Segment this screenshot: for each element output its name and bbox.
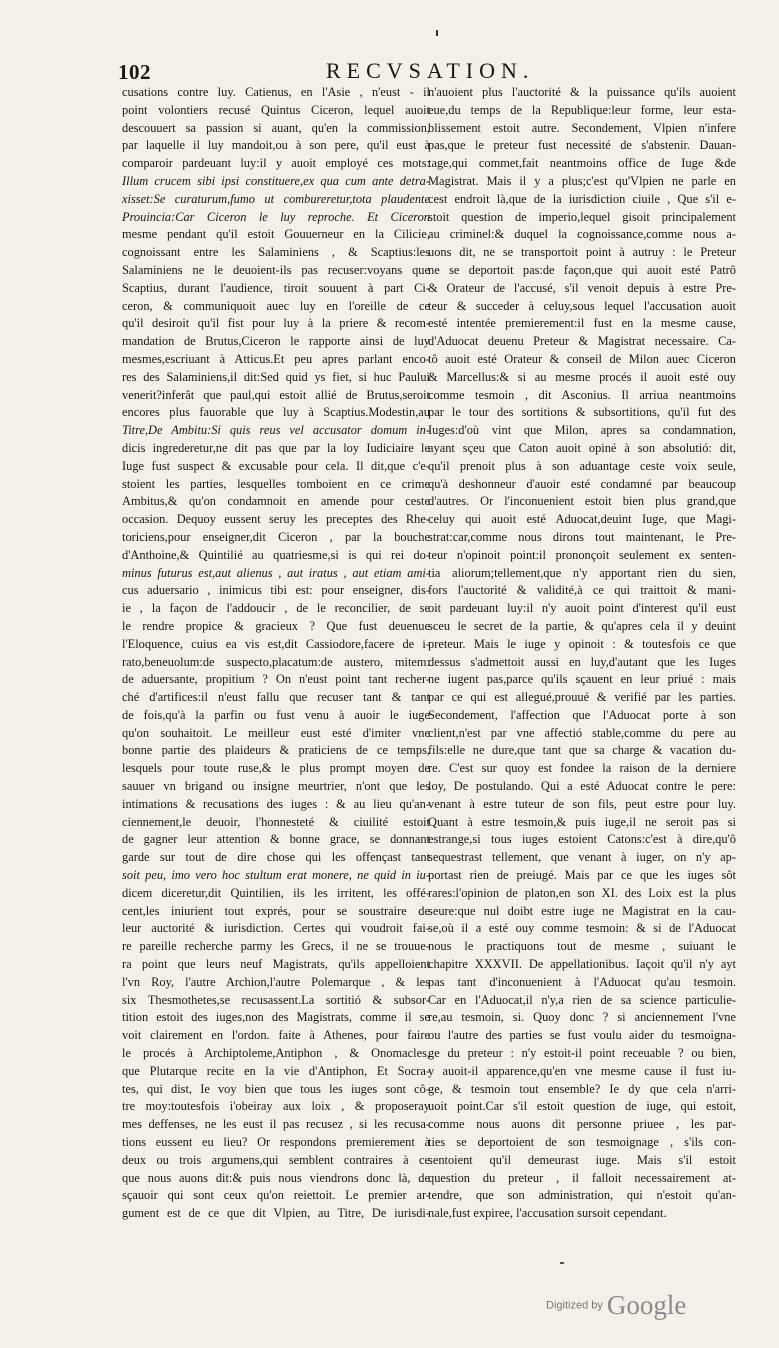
text-line: cognoissant entre les Salaminiens , & Scaptius:les bbox=[122, 245, 430, 260]
text-line: fils:elle ne dure,que tant que sa charge & vacation du- bbox=[428, 743, 736, 758]
text-line: par ce qui est allegué,prouué & verifié par les parties. bbox=[428, 690, 736, 705]
text-line: ciennement,le deuoir, l'honnesteté & ciuilité estoit bbox=[122, 814, 430, 829]
text-line: pas tant d'inconuenient à l'Aduocat qu'au tesmoin. bbox=[428, 974, 736, 989]
text-line: rares:l'opinion de platon,en son XI. des Loix est la plus bbox=[428, 885, 736, 900]
text-line: ge, & tesmoin tout ensemble? Ie dy que cela n'arri- bbox=[428, 1081, 736, 1096]
text-line: mandation de Brutus,Ciceron le rapporte ainsi de luy bbox=[122, 334, 430, 349]
text-line: point volontiers recusé Quintus Ciceron, lequel auoit bbox=[122, 102, 430, 117]
text-line: & Marcellus:& si au mesme procés il auoit esté ouy bbox=[428, 369, 736, 384]
text-line: preteur. Mais le iuge y opinoit : & toutesfois ce que bbox=[428, 636, 736, 651]
text-line: & Orateur de l'accusé, s'il venoit depuis à estre Pre- bbox=[428, 280, 736, 295]
text-line: re. C'est sur quoy est fondee la raison de la derniere bbox=[428, 761, 736, 776]
text-line: Scaptius, durant l'audience, tiroit souuent à part Ci- bbox=[122, 280, 430, 295]
text-line: fors l'auctorité & validité,à ce qui traittoit & mani- bbox=[428, 583, 736, 598]
text-line: lesquels pour toute ruse,& le plus prompt moyen de bbox=[122, 761, 430, 776]
text-line: ne iugent pas,parce qu'ils sçauent en leur priué : mais bbox=[428, 672, 736, 687]
text-line: ayant sçeu que Caton auoit opiné à son absolutió: dit, bbox=[428, 440, 736, 455]
text-line: comme tesmoin , dit Asconius. Il arriua neantmoins bbox=[428, 387, 736, 402]
text-line: uons dit, ne se transportoit point à autruy : le Preteur bbox=[428, 245, 736, 260]
text-line: tendre, que son administration, qui n'estoit qu'an- bbox=[428, 1188, 736, 1203]
text-line: ou l'autre des parties se fust voulu aider du tesmoigna- bbox=[428, 1028, 736, 1043]
text-line: nous le practiquons tout de mesme , suiuant le bbox=[428, 939, 736, 954]
text-line: teur n'opinoit point:il prononçoit seulement ex senten- bbox=[428, 547, 736, 562]
text-line: strat:car,comme nous dirons tout maintenant, le Pre- bbox=[428, 529, 736, 544]
text-line: client,n'est par vne affectió stable,comme du pere au bbox=[428, 725, 736, 740]
text-line: le rendre propice & gracieux ? Que fust deuenue bbox=[122, 618, 430, 633]
text-line: Secondement, l'affection que l'Aduocat porte à son bbox=[428, 707, 736, 722]
text-line: qu'on souhaitoit. Le meilleur eust esté d'imiter vne bbox=[122, 725, 430, 740]
text-line: Titre,De Ambitu:Si quis reus vel accusator domum in- bbox=[122, 423, 430, 438]
text-line: mesmes,escriuant à Atticus.Et peu apres parlant enco- bbox=[122, 351, 430, 366]
text-line: sauuer vn brigand ou insigne meurtrier, n'ont que les bbox=[122, 779, 430, 794]
text-line: re,au tesmoin, si. Quoy donc ? si anciennement l'vne bbox=[428, 1010, 736, 1025]
text-line: intimations & recusations des iuges : & au lieu qu'an- bbox=[122, 796, 430, 811]
right-text-column bbox=[428, 84, 736, 1222]
text-line: portast rien de preiugé. Mais par ce que les iuges sôt bbox=[428, 868, 736, 883]
text-line: tô auoit esté Orateur & conseil de Milon auec Ciceron bbox=[428, 351, 736, 366]
text-line: d'Anthoine,& Quintilié au quatriesme,si is qui rei do- bbox=[122, 547, 430, 562]
text-line: blissement estoit autre. Secondement, Vlpien n'infere bbox=[428, 120, 736, 135]
text-line: voit clairement en l'ordon. faite à Athenes, pour faire bbox=[122, 1028, 430, 1043]
text-line: tition estoit des iuges,non des Magistrats, comme il se bbox=[122, 1010, 430, 1025]
text-line: Car en l'Aduocat,il n'y,a rien de sa science particulie- bbox=[428, 992, 736, 1007]
text-line: sceu le secret de la partie, & qu'apres cela il y deuint bbox=[428, 618, 736, 633]
text-line: sequestrast tellement, que venant à iuger, on n'y ap- bbox=[428, 850, 736, 865]
text-line: tions eussent eu lieu? Or respondons premierement à bbox=[122, 1135, 430, 1150]
left-text-column bbox=[122, 84, 430, 1220]
text-line: au criminel:& duquel la cognoissance,comme nous a- bbox=[428, 227, 736, 242]
text-line: toriciens,pour enseigner,dit Ciceron , par la bouche bbox=[122, 529, 430, 544]
text-line: venant à estre tuteur de son fils, peut estre pour luy. bbox=[428, 796, 736, 811]
text-line: nale,fust expiree, l'accusation sursoit cependant. bbox=[428, 1206, 667, 1221]
text-line: que Plutarque recite en la vie d'Antiphon, Et Socra- bbox=[122, 1063, 430, 1078]
text-line: teur & succeder à celuy,sous lequel l'accusation auoit bbox=[428, 298, 736, 313]
text-line: question du preteur , il falloit necessairement at- bbox=[428, 1170, 736, 1185]
text-line: deux ou trois argumens,qui semblent contraires à ce bbox=[122, 1152, 430, 1167]
text-line: tia aliorum;tellement,que n'y apportant rien du sien, bbox=[428, 565, 736, 580]
text-line: cest endroit là,que de la iurisdiction ciuile , Que s'il e- bbox=[428, 191, 736, 206]
text-line: six Thesmothetes,se recusassent.La sortitió & subsor- bbox=[122, 992, 430, 1007]
text-line: Salaminiens ne le deuoient-ils pas recuser:voyans que bbox=[122, 262, 430, 277]
text-line: uoit point.Car s'il estoit question de iuge, qui estoit, bbox=[428, 1099, 736, 1114]
text-line: tes, qui dist, Ie voy bien que tous les iuges sont cô- bbox=[122, 1081, 430, 1096]
text-line: dessus s'admettoit aussi en luy,d'autant que les Iuges bbox=[428, 654, 736, 669]
text-line: ties se deportoient de son tesmoignage , s'ils con- bbox=[428, 1135, 736, 1150]
text-line: ra point que leurs neuf Magistrats, qu'ils appelloient bbox=[122, 957, 430, 972]
text-line: ge du preteur : n'y estoit-il point receuable ? ou bien, bbox=[428, 1046, 736, 1061]
text-line: tage,qui commet,fait neantmoins office de Iuge &de bbox=[428, 156, 736, 171]
text-line: par laquelle il luy mandoit,ou à son pere, qu'il eust à bbox=[122, 138, 430, 153]
text-line: ne se deportoit pas:de façon,que qui auoit esté Patrô bbox=[428, 262, 736, 277]
text-line: l'vn Roy, l'autre Archion,l'autre Polemarque , & les bbox=[122, 974, 430, 989]
text-line: xisset:Se curaturum,fumo ut combureretur,tota plaudente bbox=[122, 191, 430, 206]
text-line: se,où il a esté ouy comme tesmoin: & si de l'Aduocat bbox=[428, 921, 736, 936]
text-line: mes deffenses, ne les eust il pas recusez , si les recusa- bbox=[122, 1117, 430, 1132]
text-line: Illum crucem sibi ipsi constituere,ex qua cum ante detra- bbox=[122, 173, 430, 188]
text-line: minus futurus est,aut alienus , aut iratus , aut etiam ami- bbox=[122, 565, 430, 580]
text-line: pas,que le preteur fust necessité de s'abstenir. Dauan- bbox=[428, 138, 736, 153]
text-line: Iuge fust suspect & excusable pour cela. Il dit,que c'e- bbox=[122, 458, 430, 473]
text-line: qu'il prenoit plus à son aduantage ceste voix seule, bbox=[428, 458, 736, 473]
text-line: sentoient qu'il demeurast iuge. Mais s'il estoit bbox=[428, 1152, 736, 1167]
text-line: estrange,si tous iuges estoient Catons:c'est à dire,qu'ô bbox=[428, 832, 736, 847]
text-line: celuy qui auoit esté Aduocat,deuint Iuge, que Magi- bbox=[428, 512, 736, 527]
text-line: dicem diceretur,dit Quintilien, ils les irritent, les offé- bbox=[122, 885, 430, 900]
text-line: ché d'artifices:il n'eust fallu que recuser tant & tant bbox=[122, 690, 430, 705]
text-line: descouuert sa passion si auant, qu'en la commission, bbox=[122, 120, 430, 135]
digitized-by-label: Digitized by bbox=[546, 1299, 603, 1312]
text-line: cus aduersario , inimicus tibi est: pour enseigner, dis- bbox=[122, 583, 430, 598]
ink-speck bbox=[560, 1262, 564, 1264]
text-line: encores plus fauorable que luy à Scaptius.Modestin,au bbox=[122, 405, 430, 420]
text-line: ie , la façon de l'addoucir , de le reconcilier, de se bbox=[122, 601, 430, 616]
text-line: de aduersante, propitium ? On n'eust point tant recher- bbox=[122, 672, 430, 687]
text-line: stoit question de imperio,lequel gisoit principalement bbox=[428, 209, 736, 224]
text-line: occasion. Dequoy eussent seruy les preceptes des Rhe- bbox=[122, 512, 430, 527]
text-line: cent,les iniurient tout exprés, pour se soustraire de bbox=[122, 903, 430, 918]
text-line: garde sur tout de dire chose qui les offençast tant bbox=[122, 850, 430, 865]
text-line: de fois,qu'à la parfin ou fust venu à auoir le iuge bbox=[122, 707, 430, 722]
text-line: par le tour des sortitions & subsortitions, qu'il fut des bbox=[428, 405, 736, 420]
text-line: qu'il desiroit qu'il fist pour luy à la priere & recom- bbox=[122, 316, 430, 331]
text-line: Prouincia:Car Ciceron le luy reproche. Et Ciceron bbox=[122, 209, 430, 224]
text-line: n'auoient plus l'auctorité & la puissance qu'ils auoient bbox=[428, 85, 736, 99]
text-line: bonne partie des plaideurs & praticiens de ce temps, bbox=[122, 743, 430, 758]
text-line: re pareille recherche parmy les Grecs, il ne se trouue- bbox=[122, 939, 430, 954]
text-line: y auoit-il apparence,qu'en vne mesme cause il fust iu- bbox=[428, 1063, 736, 1078]
text-line: venerit?inferât que paul,qui estoit allié de Brutus,seroit bbox=[122, 387, 430, 402]
google-logo: Google bbox=[606, 1290, 687, 1320]
text-line: d'autres. Or l'inconuenient estoit bien plus grand,que bbox=[428, 494, 736, 509]
text-line: cusations contre luy. Catienus, en l'Asie , n'eust - il bbox=[122, 85, 430, 99]
text-line: dicis ingrederetur,ne dit pas que par la loy Iudiciaire le bbox=[122, 440, 430, 455]
text-line: leur auctorité & iurisdiction. Certes qui voudroit fai- bbox=[122, 921, 430, 936]
text-line: de gagner leur attention & bonne grace, se donnant bbox=[122, 832, 430, 847]
digitized-by-google-watermark bbox=[546, 1290, 686, 1321]
text-line: comme nous auons dit personne priuee , les par- bbox=[428, 1117, 736, 1132]
text-line: Iuges:d'où vint que Milon, apres sa condamnation, bbox=[428, 423, 736, 438]
text-line: gument est de ce que dit Vlpien, au Titre, De iurisdi- bbox=[122, 1206, 430, 1220]
ink-mark bbox=[436, 30, 438, 36]
page-number: 102 bbox=[118, 60, 151, 84]
text-line: res des Salaminiens,il dit:Sed quid ys fiet, si huc Paului bbox=[122, 369, 430, 384]
text-line: esté intentée premierement:il fust en la mesme cause, bbox=[428, 316, 736, 331]
text-line: sçauoir qui sont ceux qu'on reiettoit. Le premier ar- bbox=[122, 1188, 430, 1203]
text-line: d'Aduocat deuenu Preteur & Magistrat necessaire. Ca- bbox=[428, 334, 736, 349]
text-line: rato,beneuolum:de suspecto,placatum:de austero, mitem: bbox=[122, 654, 430, 669]
text-line: seure:que nul doibt estre iuge ne Magistrat en la cau- bbox=[428, 903, 736, 918]
running-head: RECVSATION. bbox=[326, 58, 535, 83]
text-line: que nous auons dit:& puis nous viendrons donc là, de bbox=[122, 1170, 430, 1185]
text-line: oit pardeuant luy:il n'y auoit point d'interest qu'il eust bbox=[428, 601, 736, 616]
text-line: eue,du temps de la Republique:leur forme, leur esta- bbox=[428, 102, 736, 117]
text-line: loy, De postulando. Qui a esté Aduocat contre le pere: bbox=[428, 779, 736, 794]
text-line: qu'à deshonneur d'auoir esté condamné par beaucoup bbox=[428, 476, 736, 491]
text-line: chapitre XXXVII. De appellationibus. Iaçoit qu'il n'y ayt bbox=[428, 957, 736, 972]
text-line: Quant à estre tesmoin,& puis iuge,il ne seroit pas si bbox=[428, 814, 736, 829]
text-line: l'Eloquence, cuius ea vis est,dit Cassiodore,facere de i- bbox=[122, 636, 430, 651]
text-line: comparoir pardeuant luy:il y auoit employé ces mots: bbox=[122, 156, 430, 171]
text-line: le procés à Archiptoleme,Antiphon , & Onomacles, bbox=[122, 1046, 430, 1061]
text-line: mesme pendant qu'il estoit Gouuerneur en la Cilicie, bbox=[122, 227, 430, 242]
text-line: tre moy:toutesfois i'obeiray aux loix , & proposeray bbox=[122, 1099, 430, 1114]
text-line: stoient les parties, lesquelles tomboient en ce crime bbox=[122, 476, 430, 491]
text-line: Ambitus,& qu'on condamnoit en amende pour ceste bbox=[122, 494, 430, 509]
text-line: ceron, & communiquoit auec luy en l'oreille de ce bbox=[122, 298, 430, 313]
text-line: Magistrat. Mais il y a plus;c'est qu'Vlpien ne parle en bbox=[428, 173, 736, 188]
text-line: soit peu, imo vero hoc stultum erat monere, ne quid in iu- bbox=[122, 868, 430, 883]
